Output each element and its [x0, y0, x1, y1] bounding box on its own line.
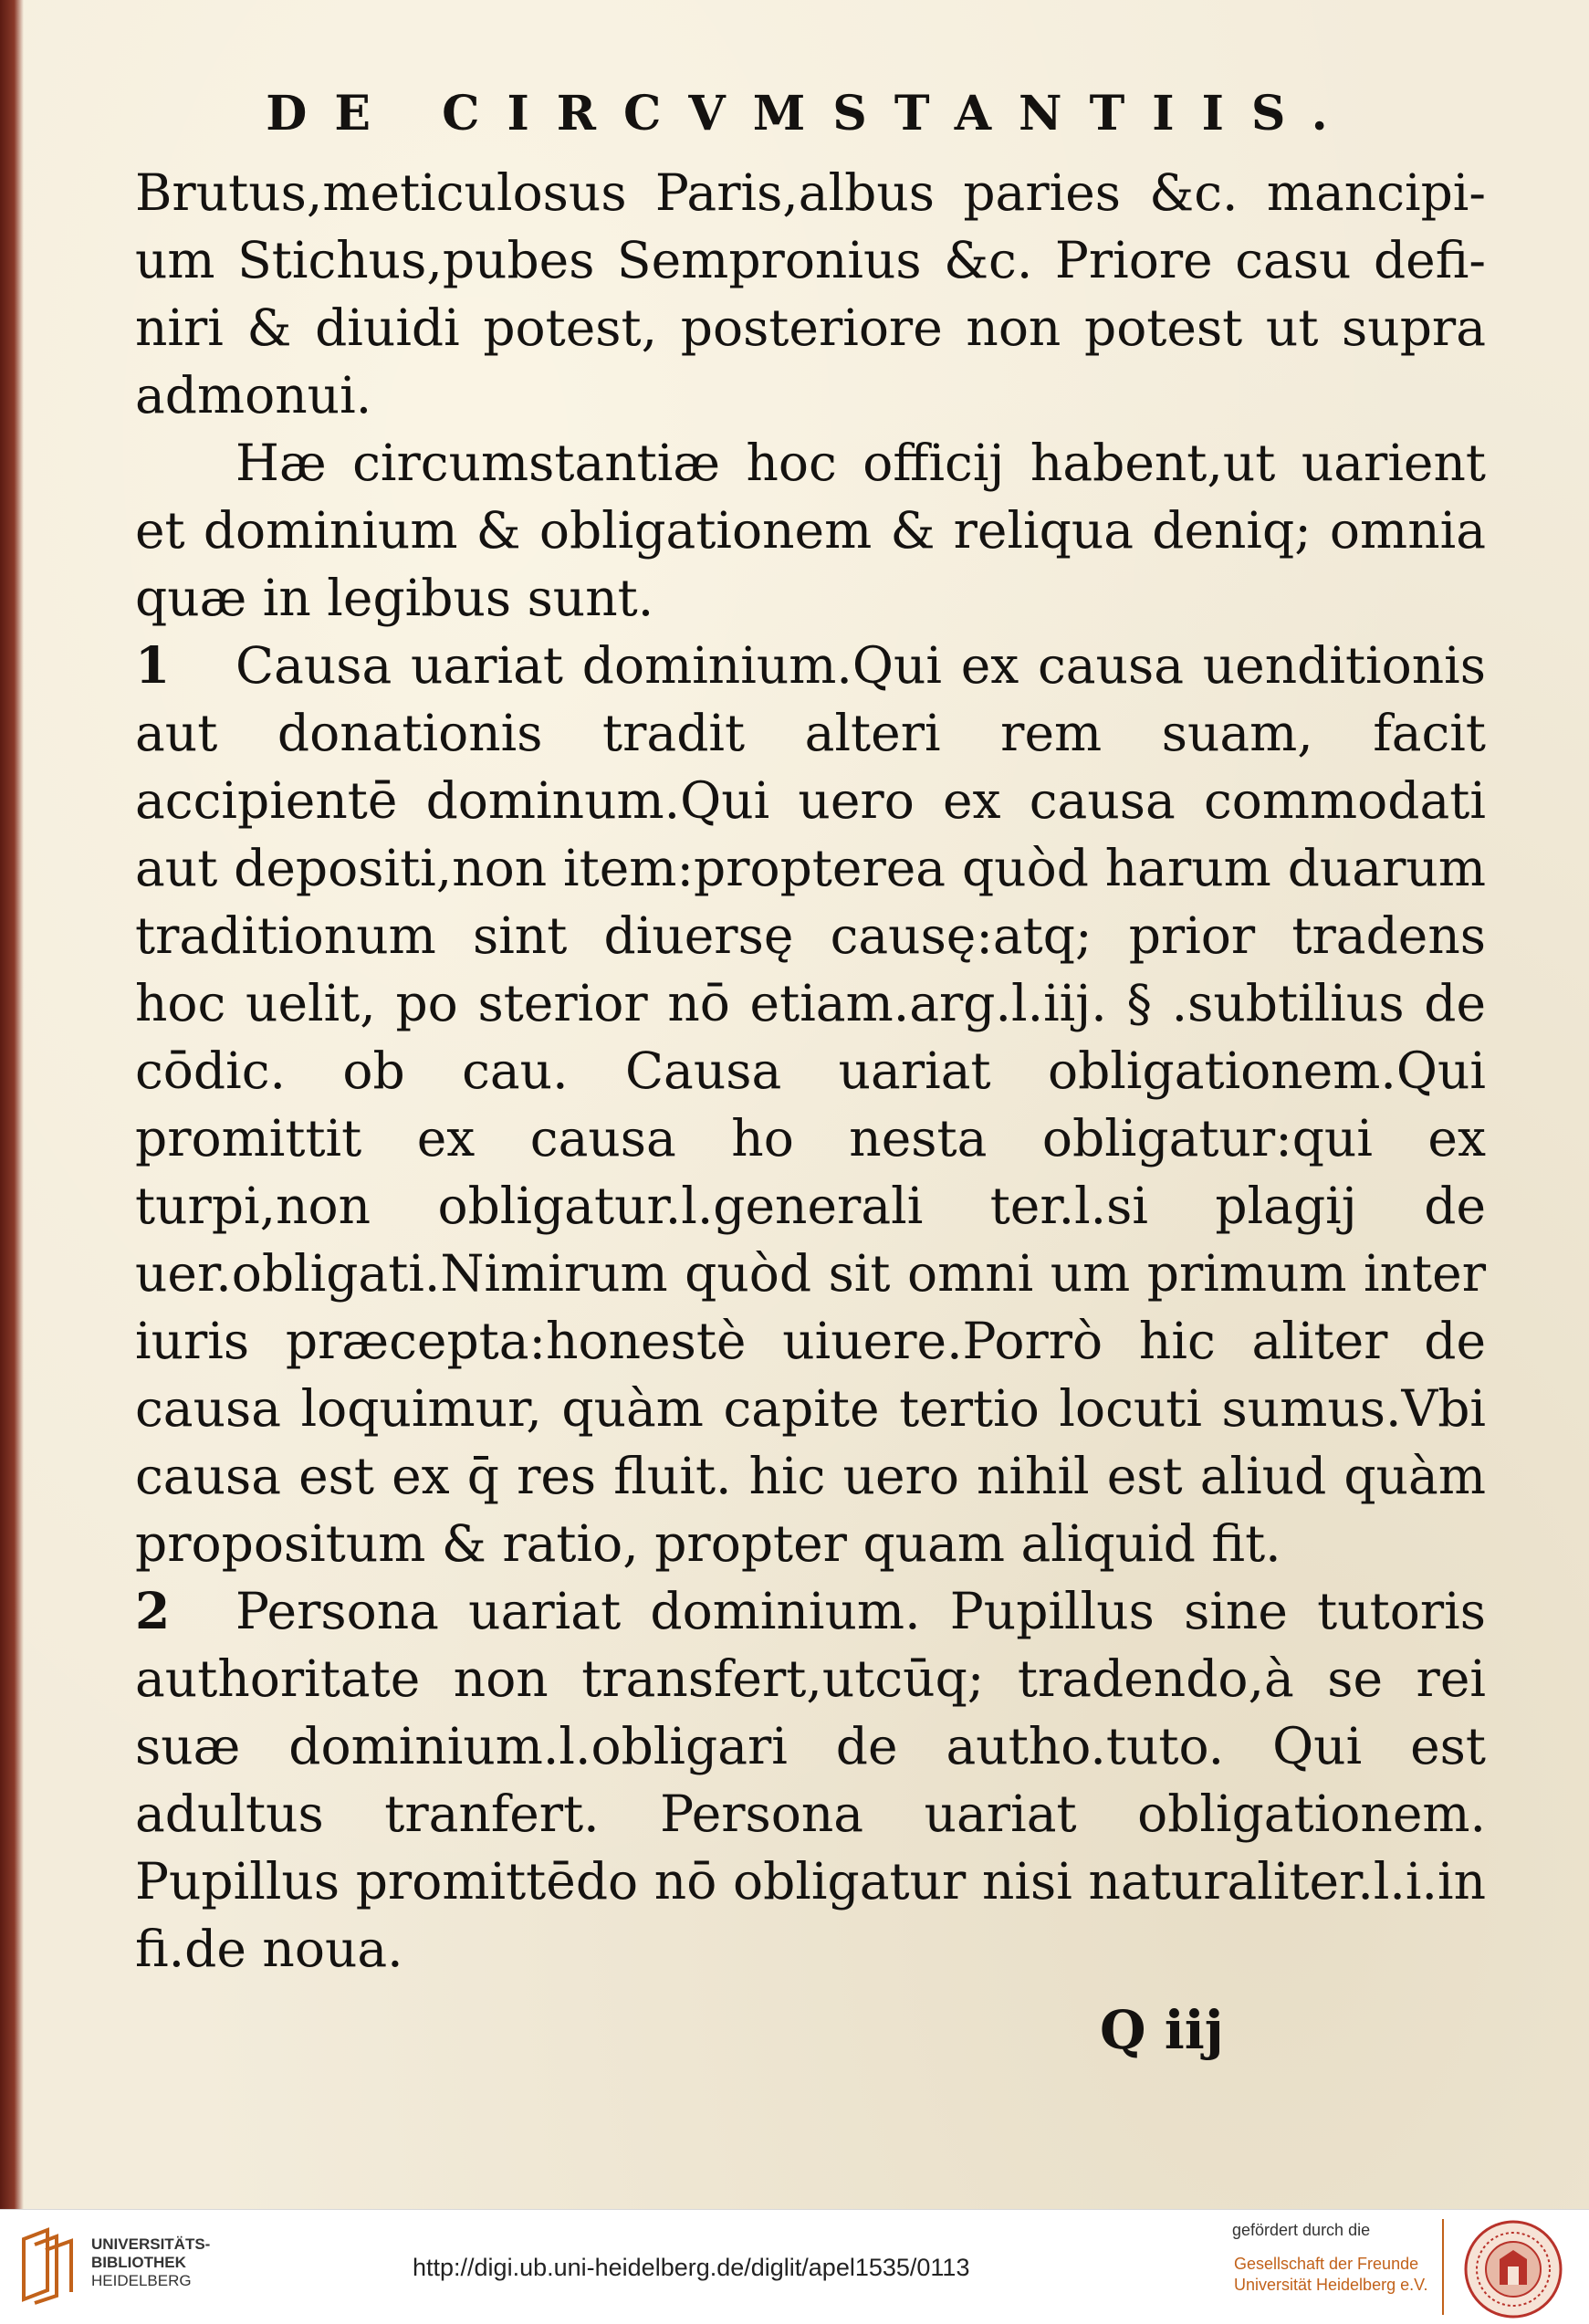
numbered-paragraph — [135, 1577, 1486, 1983]
running-head: DE CIRCVMSTANTIIS. — [266, 86, 1355, 141]
signature-mark: Q iij — [1100, 1999, 1224, 2061]
numbered-paragraph — [135, 632, 1486, 1577]
paragraph-text: Persona uariat dominium. Pupillus sine tutoris authoritate non transfert,utcūq; tradendo,à se rei suæ dominium.l.obligari de autho.tuto. Qui est adultus tranfert. Persona uariat obligationem. Pupillus promittēdo nō obligatur nisi naturaliter.l.i.in fi.de noua. — [135, 1582, 1486, 1978]
footer-bar — [0, 2209, 1589, 2324]
library-name-line: HEIDELBERG — [91, 2272, 192, 2289]
footer-divider — [1442, 2219, 1444, 2315]
paragraph-text: Brutus,meticulosus Paris,albus paries &c. mancipium Stichus,pubes Sempronius &c. Priore casu definiri & diuidi potest, posteriore non potest ut supra admonui. — [135, 163, 1486, 424]
library-logo-icon — [20, 2226, 77, 2305]
society-name-line: Universität Heidelberg e.V. — [1234, 2276, 1428, 2294]
library-name-line: BIBLIOTHEK — [91, 2254, 186, 2271]
library-name-line: UNIVERSITÄTS- — [91, 2235, 211, 2253]
paragraph — [135, 429, 1486, 632]
funded-by-label: gefördert durch die — [1232, 2221, 1371, 2239]
page-text — [135, 82, 1486, 1983]
page-edge-shadow — [0, 0, 24, 2209]
library-name — [91, 2235, 210, 2290]
paragraph-marker: 2 — [135, 1581, 171, 1640]
paragraph — [135, 159, 1486, 429]
permalink-url[interactable]: http://digi.ub.uni-heidelberg.de/diglit/apel1535/0113 — [413, 2254, 970, 2281]
society-name — [1234, 2254, 1427, 2296]
society-name-line: Gesellschaft der Freunde — [1234, 2255, 1419, 2273]
university-seal-icon — [1463, 2219, 1563, 2319]
paragraph-text: Causa uariat dominium.Qui ex causa uenditionis aut donationis tradit alteri rem suam, facit accipientē dominum.Qui uero ex causa commodati aut depositi,non item:propterea quòd harum duarum traditionum sint diuersę causę:atq; prior tradens hoc uelit, po sterior nō etiam.arg.l.iij. § .subtilius de cōdic. ob cau. Causa uariat obligationem.Qui promittit ex causa ho nesta obligatur:qui ex turpi,non obligatur.l.generali ter.l.si plagij de uer.obligati.Nimirum quòd sit omni um primum inter iuris præcepta:honestè uiuere.Porrò hic aliter de causa loquimur, quàm capite tertio locuti sumus.Vbi causa est ex q̄ res fluit. hic uero nihil est aliud quàm propositum & ratio, propter quam aliquid fit. — [135, 636, 1486, 1573]
paragraph-marker: 1 — [135, 635, 171, 695]
paragraph-text: Hæ circumstantiæ hoc officij habent,ut uarient et dominium & obligationem & reliqua deniq; omnia quæ in legibus sunt. — [135, 434, 1486, 627]
